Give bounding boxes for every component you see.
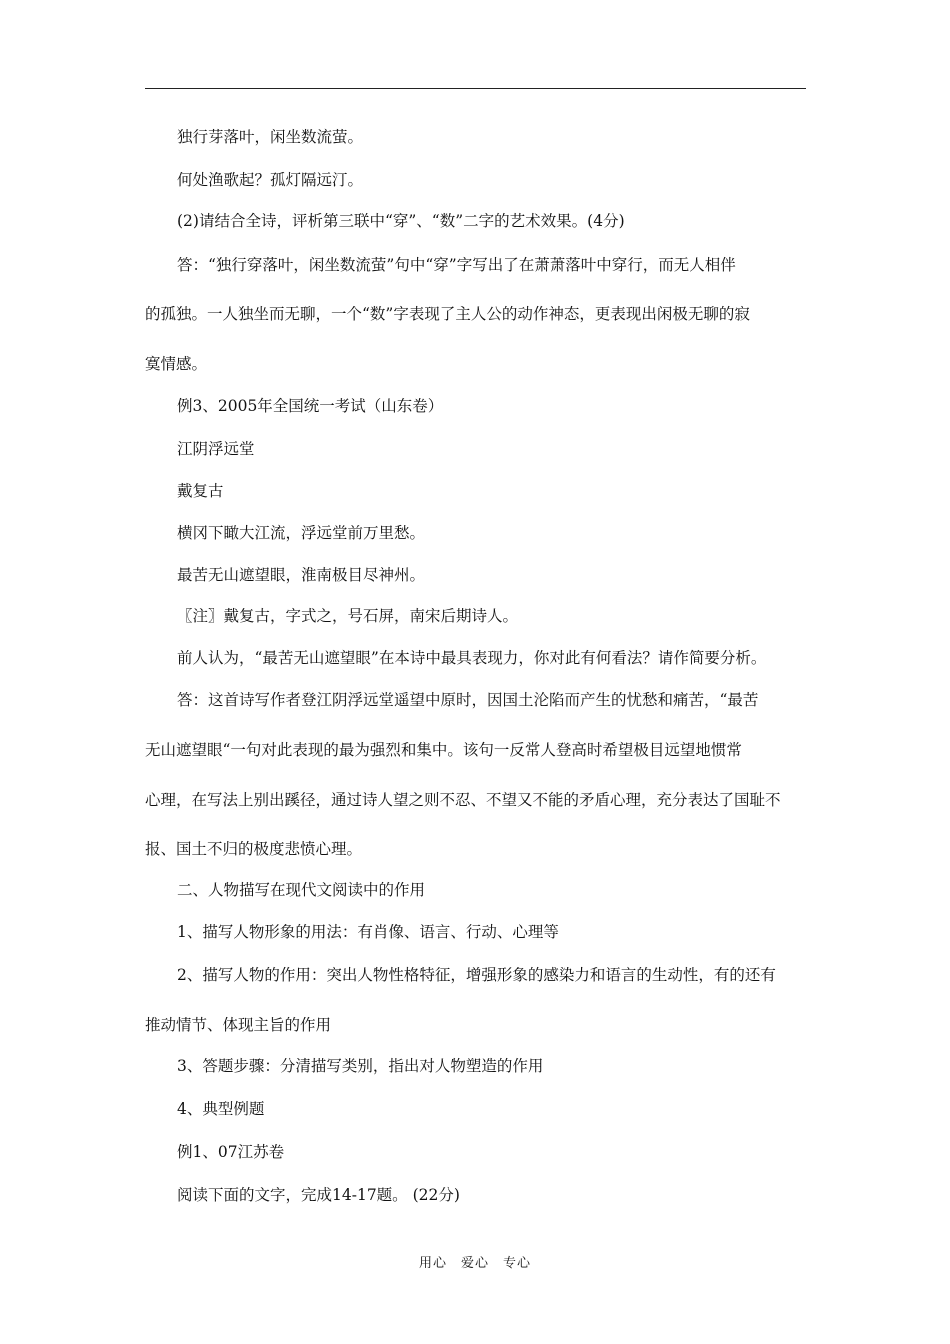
list-item: 2、描写人物的作用：突出人物性格特征，增强形象的感染力和语言的生动性，有的还有: [177, 966, 776, 984]
note-text: 〖注〗戴复古，字式之，号石屏，南宋后期诗人。: [177, 607, 519, 625]
answer-text: 报、国土不归的极度悲愤心理。: [145, 840, 363, 858]
list-item: 推动情节、体现主旨的作用: [145, 1016, 332, 1034]
instruction-text: 阅读下面的文字，完成14-17题。 (22分): [177, 1186, 460, 1204]
list-item: 4、典型例题: [177, 1100, 265, 1118]
header-rule: [145, 88, 806, 89]
poem-line: 何处渔歌起？孤灯隔远汀。: [177, 171, 364, 189]
example-heading: 例3、2005年全国统一考试（山东卷）: [177, 397, 444, 415]
question-text: 前人认为，“最苦无山遮望眼”在本诗中最具表现力，你对此有何看法？请作简要分析。: [177, 649, 767, 667]
answer-text: 答：“独行穿落叶，闲坐数流萤”句中“穿”字写出了在萧萧落叶中穿行，而无人相伴: [177, 256, 736, 274]
page-footer: 用心 爱心 专心: [418, 1256, 531, 1271]
poem-author: 戴复古: [177, 482, 224, 500]
question-text: (2)请结合全诗，评析第三联中“穿”、“数”二字的艺术效果。(4分): [177, 212, 625, 230]
poem-line: 最苦无山遮望眼，淮南极目尽神州。: [177, 566, 426, 584]
answer-text: 的孤独。一人独坐而无聊，一个“数”字表现了主人公的动作神态，更表现出闲极无聊的寂: [145, 305, 750, 323]
example-heading: 例1、07江苏卷: [177, 1143, 285, 1161]
section-heading: 二、人物描写在现代文阅读中的作用: [177, 881, 426, 899]
answer-text: 寞情感。: [145, 355, 208, 373]
answer-text: 答：这首诗写作者登江阴浮远堂遥望中原时，因国土沦陷而产生的忧愁和痛苦，“最苦: [177, 691, 759, 709]
answer-text: 无山遮望眼“一句对此表现的最为强烈和集中。该句一反常人登高时希望极目远望地惯常: [145, 741, 742, 759]
poem-line: 独行芽落叶，闲坐数流萤。: [177, 128, 364, 146]
poem-line: 横冈下瞰大江流，浮远堂前万里愁。: [177, 524, 426, 542]
answer-text: 心理，在写法上别出蹊径，通过诗人望之则不忍、不望又不能的矛盾心理，充分表达了国耻不: [145, 791, 781, 809]
list-item: 1、描写人物形象的用法：有肖像、语言、行动、心理等: [177, 923, 559, 941]
poem-title: 江阴浮远堂: [177, 440, 255, 458]
list-item: 3、答题步骤：分清描写类别，指出对人物塑造的作用: [177, 1057, 544, 1075]
